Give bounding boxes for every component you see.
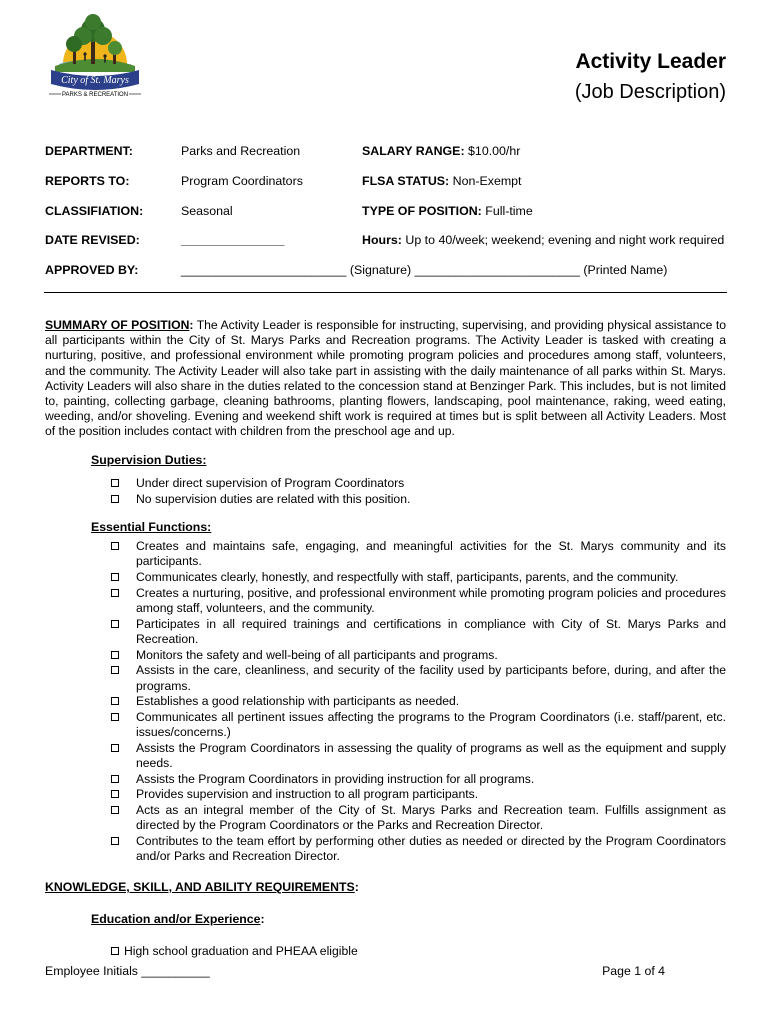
summary-text: The Activity Leader is responsible for instructing, supervising, and providing physical assistance to all participants within the City of St. Marys Parks and Recreation programs. The Activity Leader is tasked with creating a nurturing, positive, and professional environment while promoting program policies and procedures among staff, volunteers, and the community. The Activity Leader will also take part in assisting with the daily maintenance of all parks within St. Marys. Activity Leaders will also share in the duties related to the concession stand at Benzinger Park. This includes, but is not limited to, painting, collecting garbage, cleaning bathrooms, planting flowers, landscaping, pool maintenance, raking, weed eating, weeding, and/or shoveling. Evening and weekend shift work is required at times but is split between all Activity Leaders. Most of the position includes contact with children from the preschool age and up. xyxy=(45,318,727,439)
list-item-text: Participates in all required trainings and certifications in compliance with City of St. Marys Parks and Recreation. xyxy=(136,616,726,646)
list-item xyxy=(111,648,726,663)
divider xyxy=(44,292,727,293)
checkbox-icon xyxy=(111,837,119,845)
list-item-text: Monitors the safety and well-being of all participants and programs. xyxy=(136,647,498,662)
hours xyxy=(362,233,724,247)
checkbox-icon xyxy=(111,542,119,550)
list-item xyxy=(111,694,726,709)
reports-to-value: Program Coordinators xyxy=(181,174,303,188)
checkbox-icon xyxy=(111,947,119,955)
list-item xyxy=(111,772,726,787)
classification-label: CLASSIFIATION: xyxy=(45,204,144,218)
checkbox-icon xyxy=(111,495,119,503)
education-heading-row xyxy=(91,912,265,926)
list-item xyxy=(111,803,726,834)
date-revised-value: _______________ xyxy=(181,233,285,247)
ksa-heading-row xyxy=(45,880,359,894)
list-item xyxy=(111,663,726,694)
summary-paragraph xyxy=(45,318,726,440)
list-item xyxy=(111,476,726,491)
list-item xyxy=(111,710,726,741)
logo-city-text: City of St. Marys xyxy=(61,75,129,86)
page-number: Page 1 of 4 xyxy=(602,964,665,978)
department-value: Parks and Recreation xyxy=(181,144,301,158)
checkbox-icon xyxy=(111,806,119,814)
salary-label: SALARY RANGE: xyxy=(362,144,465,158)
checkbox-icon xyxy=(111,790,119,798)
list-item-text: No supervision duties are related with this position. xyxy=(136,491,411,506)
list-item xyxy=(111,834,726,865)
salary-range xyxy=(362,144,520,158)
list-item-text: Provides supervision and instruction to all program participants. xyxy=(136,787,479,802)
flsa-value: Non-Exempt xyxy=(452,174,522,188)
page-subtitle: (Job Description) xyxy=(574,81,726,103)
essential-functions-heading: Essential Functions: xyxy=(91,520,212,534)
checkbox-icon xyxy=(111,620,119,628)
list-item-text: Assists the Program Coordinators in assessing the quality of programs as well as the equipment and supply needs. xyxy=(136,740,726,771)
city-logo xyxy=(45,12,145,100)
checkbox-icon xyxy=(111,775,119,783)
list-item xyxy=(111,570,726,585)
list-item-text: Assists in the care, cleanliness, and security of the facility used by participants before, during, and after the programs. xyxy=(136,663,726,693)
date-revised-label: DATE REVISED: xyxy=(45,233,140,247)
education-heading: Education and/or Experience xyxy=(91,912,261,926)
summary-heading: SUMMARY OF POSITION xyxy=(45,318,190,332)
department-label: DEPARTMENT: xyxy=(45,144,133,158)
flsa-status xyxy=(362,174,522,188)
list-item-text: Establishes a good relationship with participants as needed. xyxy=(136,694,460,709)
checkbox-icon xyxy=(111,651,119,659)
flsa-label: FLSA STATUS: xyxy=(362,174,450,188)
essential-functions-list xyxy=(111,539,726,865)
type-label: TYPE OF POSITION: xyxy=(362,204,482,218)
list-item xyxy=(111,617,726,648)
list-item-text: Acts as an integral member of the City of St. Marys Parks and Recreation team. Fulfills assignment as directed by the Program Coordinators or the Parks and Recreation Director. xyxy=(136,802,726,833)
checkbox-icon xyxy=(111,744,119,752)
list-item xyxy=(111,787,726,802)
supervision-list xyxy=(111,476,726,507)
hours-value: Up to 40/week; weekend; evening and night work required xyxy=(405,233,725,247)
checkbox-icon xyxy=(111,573,119,581)
hours-label: Hours: xyxy=(362,233,402,247)
summary-colon: : xyxy=(189,318,194,332)
checkbox-icon xyxy=(111,589,119,597)
checkbox-icon xyxy=(111,697,119,705)
checkbox-icon xyxy=(111,666,119,674)
type-value: Full-time xyxy=(485,204,533,218)
list-item xyxy=(111,586,726,617)
education-colon: : xyxy=(260,912,265,926)
supervision-heading: Supervision Duties: xyxy=(91,453,207,467)
list-item-text: Communicates clearly, honestly, and respectfully with staff, participants, parents, and the community. xyxy=(136,570,679,584)
list-item-text: Creates and maintains safe, engaging, and meaningful activities for the St. Marys community and its participants. xyxy=(136,539,726,569)
education-item xyxy=(111,944,358,958)
ksa-heading: KNOWLEDGE, SKILL, AND ABILITY REQUIREMENTS xyxy=(45,880,355,894)
employee-initials: Employee Initials __________ xyxy=(45,964,210,978)
list-item-text: Under direct supervision of Program Coordinators xyxy=(136,476,405,490)
approved-by-label: APPROVED BY: xyxy=(45,263,139,277)
list-item xyxy=(111,492,726,507)
education-item-text: High school graduation and PHEAA eligible xyxy=(124,944,358,958)
list-item-text: Contributes to the team effort by performing other duties as needed or directed by the Program Coordinators and/or Parks and Recreation Director. xyxy=(136,833,726,864)
list-item xyxy=(111,539,726,570)
list-item-text: Assists the Program Coordinators in providing instruction for all programs. xyxy=(136,771,535,786)
page-title: Activity Leader xyxy=(575,50,726,73)
classification-value: Seasonal xyxy=(181,204,233,218)
checkbox-icon xyxy=(111,713,119,721)
list-item xyxy=(111,741,726,772)
list-item-text: Creates a nurturing, positive, and professional environment while promoting program policies and procedures among staff, volunteers, and the community. xyxy=(136,585,726,615)
reports-to-label: REPORTS TO: xyxy=(45,174,130,188)
type-of-position xyxy=(362,204,533,218)
logo-sub-text: PARKS & RECREATION xyxy=(61,92,129,98)
tree-logo-icon xyxy=(45,12,145,100)
list-item-text: Communicates all pertinent issues affecting the programs to the Program Coordinators (i.e. staff/parent, etc. issues/concerns.) xyxy=(136,709,726,740)
ksa-colon: : xyxy=(354,880,359,894)
checkbox-icon xyxy=(111,479,119,487)
approved-by-value: ________________________ (Signature) ________________________ (Printed Name) xyxy=(181,263,668,277)
salary-value: $10.00/hr xyxy=(468,144,521,158)
